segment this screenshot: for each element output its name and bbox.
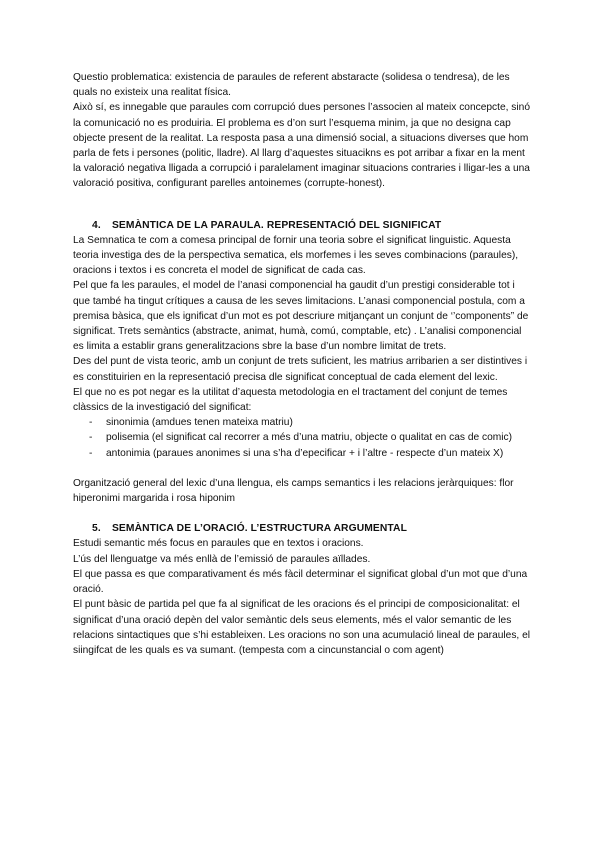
- section-5-paragraph-1: Estudi semantic més focus en paraules que en textos i oracions.: [73, 538, 364, 550]
- section-4-paragraph-2: Pel que fa les paraules, el model de l’anasi componencial ha gaudit d’un prestigi considerable tot i que també ha tingut crítiques a causa de les seves limitacions. L’anasi componencial postula, com a premisa bàsica, que els ignificat d’un mot es pot descriure mitjançant un conjunt de ‘’components” de significat. Trets semàntics (abstracte, animat, humà, comú, comptable, etc) . L’analisi componencial es limita a establir grans generalitzacions sbre la base d’un nombre limitat de trets.: [73, 280, 529, 353]
- section-4-heading: [73, 218, 533, 233]
- section-4-number: 4.: [92, 219, 101, 231]
- section-5-heading: [73, 521, 533, 536]
- section-4-paragraph-3: Des del punt de vista teoric, amb un conjunt de trets suficient, les matrius arribarien a ser distintives i es constituirien en la representació precisa dle significat conceptual de cada element del lexic.: [73, 356, 528, 383]
- section-5-number: 5.: [92, 523, 101, 535]
- section-4-paragraph-4: El que no es pot negar es la utilitat d’aquesta metodologia en el tractament del conjunt de temes clàssics de la investigació del significat:: [73, 386, 508, 414]
- section-5-paragraph-3: El que passa es que comparativament és més fàcil determinar el significat global d’un mot que d’una oració.: [73, 568, 528, 596]
- spacer: [73, 207, 533, 218]
- list-item: - antonimia (paraues anonimes si una s’ha d’epecificar + i l’altre - respecte d’un mateix X): [89, 446, 533, 461]
- intro-paragraph-2: Això sí, es innegable que paraules com corrupció dues persones l’associen al mateix concepcte, sinó la comunicació no es produiria. El problema es d’on surt l’esquema minim, ja que no designa cap objecte present de la realitat. La resposta pasa a una dimensió social, a situacions diverses que hom parla de fets i persones (politic, lladre). Al llarg d’aquestes situacikns es pot arribar a fixar en la ment la valoració negativa lligada a corrupció i paralelament imaginar situacions contraries i lligar-les a una valoració positiva, configurant parelles antoinemes (corrupte-honest).: [73, 102, 530, 190]
- section-5-title: SEMÀNTICA DE L’ORACIÓ. L’ESTRUCTURA ARGUMENTAL: [111, 523, 407, 535]
- section-4-paragraph-5: Organització general del lexic d’una llengua, els camps semantics i les relacions jeràrquiques: flor hiperonimi margarida i rosa hiponim: [73, 477, 514, 505]
- section-5-paragraph-2: L’ús del llenguatge va més enllà de l’emissió de paraules aïllades.: [73, 553, 371, 565]
- intro-paragraph-1: Questio problematica: existencia de paraules de referent abstaracte (solidesa o tendresa), de les quals no existeix una realitat física.: [73, 72, 510, 99]
- spacer: [73, 192, 533, 207]
- document-body: [73, 70, 533, 658]
- section-4-title: SEMÀNTICA DE LA PARAULA. REPRESENTACIÓ DEL SIGNIFICAT: [111, 219, 442, 231]
- section-5-paragraph-4: El punt bàsic de partida pel que fa al significat de les oracions és el principi de composicionalitat: el significat d’una oració depèn del valor semàntic dels seus elements, més el valor semantic de les relacions sintactiques que s’hi estableixen. Les oracions no son una acumulació lineal de paraules, el siingifcat de les quals es va sumant. (tempesta com a cincunstancial o com agent): [73, 599, 531, 656]
- section-4-paragraph-1: La Semnatica te com a comesa principal de fornir una teoria sobre el significat linguistic. Aquesta teoria investiga des de la perspectiva sematica, els morfemes i les seves combinacions (paraules), oracions i textos i es concreta el model de significat de cada cas.: [73, 234, 519, 277]
- list-item: - sinonimia (amdues tenen mateixa matriu): [89, 415, 533, 430]
- semantic-relations-list: [73, 415, 533, 461]
- list-item: - polisemia (el significat cal recorrer a més d’una matriu, objecte o qualitat en cas de comic): [89, 430, 533, 445]
- spacer: [73, 506, 533, 521]
- spacer: [73, 461, 533, 476]
